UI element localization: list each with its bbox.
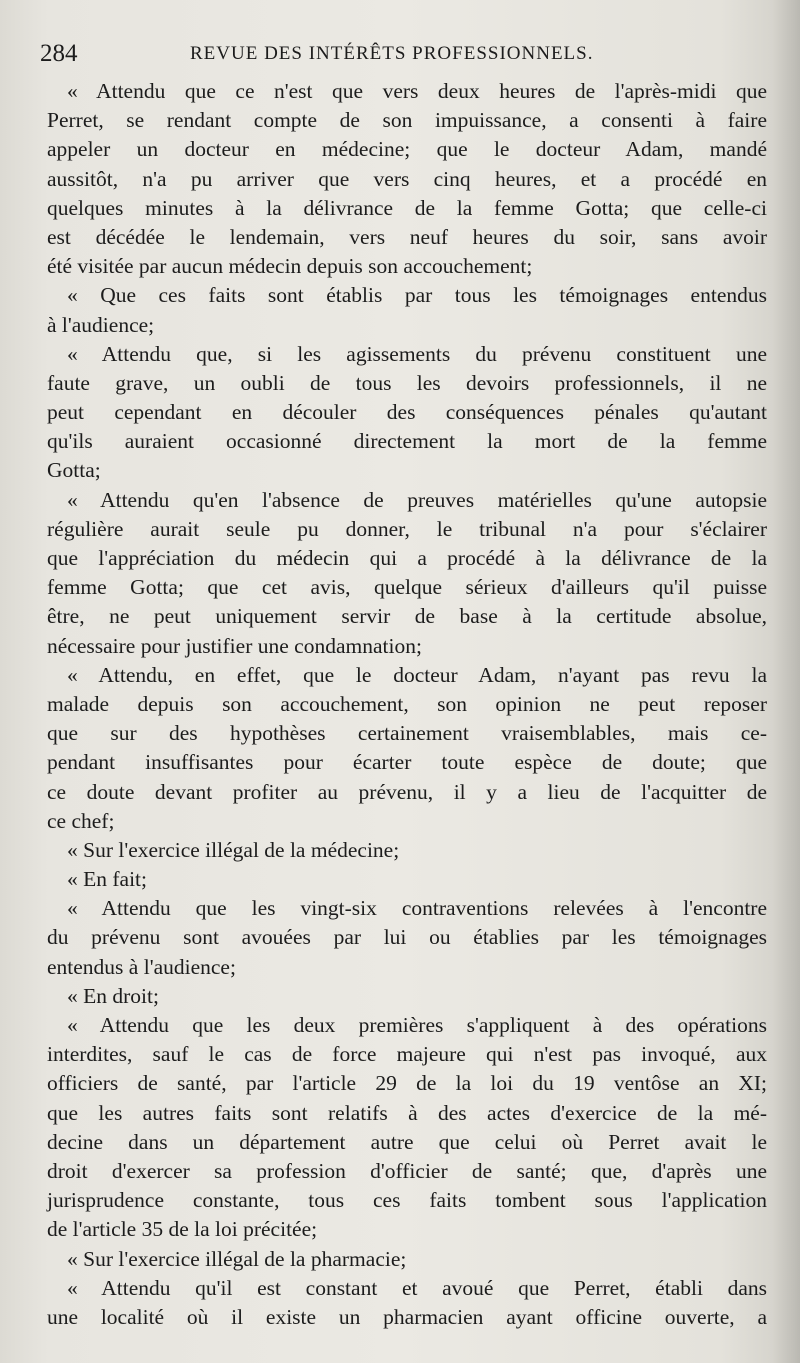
page-header [40,38,760,70]
text-line: peut cependant en découler des conséquences pénales qu'autant [47,400,767,425]
text-line: « Sur l'exercice illégal de la médecine; [67,837,400,862]
text-line: Perret, se rendant compte de son impuissance, a consenti à faire [47,108,767,133]
text-line: pendant insuffisantes pour écarter toute espèce de doute; que [47,750,767,775]
text-line: decine dans un département autre que celui où Perret avait le [47,1129,767,1154]
text-line: « Attendu que les vingt-six contraventions relevées à l'encontre [67,896,767,921]
text-line: de l'article 35 de la loi précitée; [47,1217,318,1242]
text-line: ce chef; [47,808,115,833]
text-line: jurisprudence constante, tous ces faits tombent sous l'application [47,1188,767,1213]
text-line: aussitôt, n'a pu arriver que vers cinq heures, et a procédé en [47,166,767,191]
running-title: REVUE DES INTÉRÊTS PROFESSIONNELS. [190,43,594,64]
text-line: malade depuis son accouchement, son opinion ne peut reposer [47,691,767,716]
text-line: « Attendu qu'il est constant et avoué que Perret, établi dans [67,1275,767,1300]
text-line: quelques minutes à la délivrance de la femme Gotta; que celle-ci [47,195,767,220]
text-line: faute grave, un oubli de tous les devoirs professionnels, il ne [47,370,767,395]
text-line: que l'appréciation du médecin qui a procédé à la délivrance de la [47,546,767,570]
text-line: officiers de santé, par l'article 29 de la loi du 19 ventôse an XI; [47,1071,767,1096]
text-line: « Attendu, en effet, que le docteur Adam, n'ayant pas revu la [67,662,767,687]
text-line: « Attendu que, si les agissements du prévenu constituent une [67,341,767,366]
text-line: une localité où il existe un pharmacien ayant officine ouverte, a [47,1304,767,1329]
text-line: « En fait; [67,867,148,892]
text-line: « Sur l'exercice illégal de la pharmacie; [67,1246,407,1271]
page-number: 284 [40,40,78,67]
text-line: « Attendu qu'en l'absence de preuves matérielles qu'une autopsie [67,487,767,512]
page-edge-shadow [772,0,800,1363]
text-line: appeler un docteur en médecine; que le docteur Adam, mandé [47,137,767,162]
text-line: ce doute devant profiter au prévenu, il y a lieu de l'acquitter de [47,779,767,804]
body-text [47,77,767,1332]
text-line: à l'audience; [47,312,155,337]
text-line: interdites, sauf le cas de force majeure qui n'est pas invoqué, aux [47,1042,767,1067]
text-line: entendus à l'audience; [47,954,236,979]
text-line: « Que ces faits sont établis par tous les témoignages entendus [67,283,767,308]
text-line: que sur des hypothèses certainement vraisemblables, mais ce- [47,721,767,746]
text-line: que les autres faits sont relatifs à des actes d'exercice de la mé- [47,1100,767,1125]
text-line: Gotta; [47,458,101,483]
text-line: du prévenu sont avouées par lui ou établies par les témoignages [47,925,767,950]
text-line: été visitée par aucun médecin depuis son accouchement; [47,254,533,279]
text-line: être, ne peut uniquement servir de base à la certitude absolue, [47,604,767,629]
text-line: qu'ils auraient occasionné directement la mort de la femme [47,429,767,454]
text-line: « Attendu que ce n'est que vers deux heures de l'après-midi que [67,79,767,103]
text-line: femme Gotta; que cet avis, quelque sérieux d'ailleurs qu'il puisse [47,575,767,600]
text-line: nécessaire pour justifier une condamnation; [47,633,422,658]
text-line: « Attendu que les deux premières s'appliquent à des opérations [67,1013,767,1037]
text-line: est décédée le lendemain, vers neuf heures du soir, sans avoir [47,224,767,249]
text-line: droit d'exercer sa profession d'officier de santé; que, d'après une [47,1158,767,1183]
text-line: régulière aurait seule pu donner, le tribunal n'a pour s'éclairer [47,516,767,541]
text-line: « En droit; [67,983,159,1008]
